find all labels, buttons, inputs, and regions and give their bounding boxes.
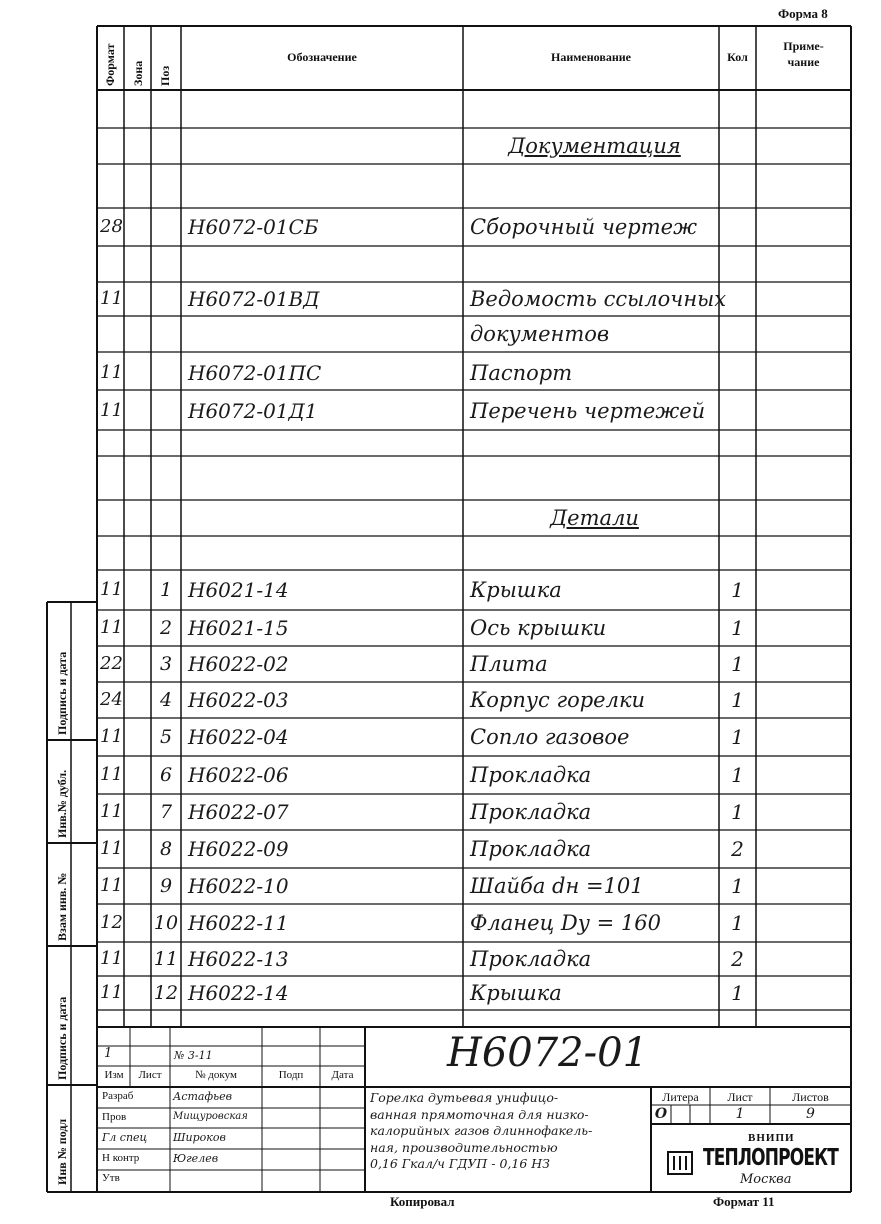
description-line-4: ная, производительностью	[370, 1139, 558, 1155]
cell-position	[151, 208, 181, 246]
side-signature-date-2: Подпись и дата	[55, 996, 69, 1080]
table-row	[0, 718, 881, 756]
cell-quantity	[719, 208, 756, 246]
table-row	[0, 976, 881, 1010]
header-format: Формат	[103, 43, 117, 86]
cell-designation	[188, 316, 463, 352]
cell-position	[151, 282, 181, 316]
cell-format: 11	[100, 726, 123, 747]
cell-position: 3	[159, 653, 173, 675]
table-row	[0, 392, 881, 430]
table-row	[0, 682, 881, 718]
cell-designation: Н6072-01СБ	[188, 215, 319, 239]
label-sheets: Листов	[792, 1090, 829, 1104]
litera-value: О	[654, 1106, 668, 1122]
cell-name: Ведомость ссылочных	[470, 287, 727, 311]
cell-quantity	[719, 282, 756, 316]
cell-name: Сборочный чертеж	[470, 215, 697, 239]
side-signature-date-1: Подпись и дата	[55, 651, 69, 735]
label-approved: Утв	[102, 1172, 120, 1184]
table-row	[0, 904, 881, 942]
cell-format: 11	[100, 288, 123, 309]
cell-name: Шайба dн =101	[470, 874, 644, 898]
sheets-value: 9	[806, 1106, 815, 1122]
cell-format: 28	[100, 216, 123, 237]
cell-position	[151, 500, 181, 536]
sheet-value: 1	[735, 1106, 745, 1122]
cell-format: 11	[100, 875, 123, 896]
cell-name: Фланец Dу = 160	[470, 911, 661, 935]
cell-name: Корпус горелки	[470, 688, 646, 712]
table-row	[0, 942, 881, 976]
cell-quantity: 2	[731, 947, 744, 971]
cell-position: 12	[153, 982, 179, 1004]
cell-quantity: 1	[731, 981, 744, 1005]
org-name: ТЕПЛОПРОЕКТ	[703, 1145, 838, 1171]
cell-quantity: 1	[731, 578, 744, 602]
cell-position: 1	[159, 579, 173, 601]
cell-position: 6	[159, 764, 173, 786]
label-checked: Пров	[102, 1111, 127, 1123]
label-chief-spec: Гл спец	[102, 1131, 148, 1144]
label-list: Лист	[138, 1069, 162, 1081]
format-label: Формат 11	[713, 1194, 775, 1209]
cell-name: Перечень чертежей	[470, 399, 706, 423]
cell-format: 11	[100, 801, 123, 822]
cell-quantity: 1	[731, 800, 744, 824]
cell-position	[151, 356, 181, 390]
cell-quantity	[719, 500, 756, 536]
cell-position	[151, 316, 181, 352]
logo-icon	[660, 1140, 700, 1186]
description-line-2: ванная прямоточная для низко-	[370, 1106, 589, 1122]
label-sheet: Лист	[727, 1090, 753, 1104]
cell-designation: Н6021-14	[188, 578, 289, 602]
cell-designation: Н6022-04	[188, 725, 289, 749]
cell-quantity: 1	[731, 688, 744, 712]
cell-name: Прокладка	[470, 763, 592, 787]
cell-name: Паспорт	[470, 361, 573, 385]
label-izm: Изм	[104, 1069, 124, 1081]
header-designation: Обозначение	[287, 50, 357, 64]
cell-quantity: 1	[731, 616, 744, 640]
cell-designation: Н6022-10	[188, 874, 289, 898]
table-row	[0, 500, 881, 536]
cell-quantity: 1	[731, 725, 744, 749]
cell-format: 11	[100, 982, 123, 1003]
cell-quantity: 1	[731, 874, 744, 898]
table-row	[0, 830, 881, 868]
cell-designation: Н6022-02	[188, 652, 289, 676]
table-row	[0, 756, 881, 794]
cell-quantity	[719, 128, 756, 164]
header-zone: Зона	[131, 60, 145, 86]
side-inv-original: Инв № подл	[55, 1118, 69, 1185]
cell-position: 2	[159, 617, 173, 639]
developer-name: Астафьев	[173, 1090, 232, 1103]
change-number: 1	[104, 1046, 113, 1061]
label-developed: Разраб	[102, 1090, 134, 1102]
cell-format	[99, 500, 124, 536]
label-date: Дата	[331, 1069, 354, 1081]
cell-format: 11	[100, 838, 123, 859]
org-name-small: ВНИПИ	[748, 1132, 795, 1144]
copied-label: Копировал	[390, 1194, 455, 1209]
table-row	[0, 356, 881, 390]
cell-quantity	[719, 392, 756, 430]
cell-position: 4	[159, 689, 173, 711]
header-quantity: Кол	[727, 50, 748, 64]
cell-quantity: 1	[731, 652, 744, 676]
cell-designation	[188, 128, 463, 164]
product-description	[370, 1090, 650, 1173]
cell-name: Документация	[508, 134, 681, 158]
table-row	[0, 208, 881, 246]
side-inv-dubl: Инв.№ дубл.	[55, 769, 69, 838]
cell-designation: Н6072-01ВД	[188, 287, 320, 311]
cell-quantity: 1	[731, 763, 744, 787]
cell-quantity: 2	[731, 837, 744, 861]
table-row	[0, 316, 881, 352]
side-replace-inv: Взам инв. №	[55, 872, 69, 941]
header-note-line1: Приме-	[783, 39, 824, 53]
header-name: Наименование	[551, 50, 631, 64]
cell-position: 10	[153, 912, 179, 934]
cell-designation: Н6072-01ПС	[188, 361, 322, 385]
cell-position: 8	[159, 838, 173, 860]
label-doc-number: № докум	[195, 1069, 237, 1081]
cell-designation: Н6022-11	[188, 911, 289, 935]
cell-quantity	[719, 356, 756, 390]
label-litera: Литера	[662, 1090, 699, 1104]
cell-format: 11	[100, 579, 123, 600]
table-row	[0, 570, 881, 610]
header-note-line2: чание	[787, 55, 820, 69]
cell-designation: Н6022-07	[188, 800, 289, 824]
norm-control-name: Югелев	[173, 1152, 219, 1165]
cell-designation: Н6021-15	[188, 616, 289, 640]
header-position: Поз	[158, 65, 172, 86]
cell-format: 11	[100, 362, 123, 383]
cell-name: Сопло газовое	[470, 725, 630, 749]
cell-format	[99, 316, 124, 352]
cell-name: Крышка	[470, 981, 562, 1005]
table-row	[0, 610, 881, 646]
cell-name: Прокладка	[470, 800, 592, 824]
cell-designation: Н6022-13	[188, 947, 289, 971]
cell-format: 12	[100, 912, 123, 933]
cell-format: 11	[100, 948, 123, 969]
table-row	[0, 646, 881, 682]
cell-name: Крышка	[470, 578, 562, 602]
description-line-3: калорийных газов длиннофакель-	[370, 1123, 593, 1138]
form-label: Форма 8	[778, 6, 828, 21]
table-row	[0, 868, 881, 904]
cell-format: 11	[100, 764, 123, 785]
label-norm-control: Н контр	[102, 1152, 140, 1164]
cell-position: 5	[159, 726, 173, 748]
cell-name: Плита	[470, 652, 548, 676]
chief-spec-name: Широков	[173, 1131, 226, 1144]
cell-name: Ось крышки	[470, 616, 607, 640]
cell-designation	[188, 500, 463, 536]
cell-name: Прокладка	[470, 947, 592, 971]
title-designation: Н6072-01	[446, 1030, 649, 1076]
change-document: № 3-11	[174, 1049, 213, 1062]
cell-format: 22	[100, 653, 123, 674]
cell-format	[99, 128, 124, 164]
cell-quantity: 1	[731, 911, 744, 935]
description-line-5: 0,16 Гкал/ч ГДУП - 0,16 НЗ	[370, 1156, 550, 1171]
table-row	[0, 128, 881, 164]
cell-position	[151, 128, 181, 164]
cell-name: Детали	[550, 506, 639, 530]
table-row	[0, 794, 881, 830]
cell-designation: Н6072-01Д1	[188, 399, 318, 423]
header-note	[756, 38, 851, 70]
cell-format: 11	[100, 617, 123, 638]
cell-name: Прокладка	[470, 837, 592, 861]
cell-designation: Н6022-03	[188, 688, 289, 712]
table-row	[0, 282, 881, 316]
cell-designation: Н6022-06	[188, 763, 289, 787]
label-signature: Подп	[278, 1069, 304, 1081]
cell-position	[151, 392, 181, 430]
description-line-1: Горелка дутьевая унифицо-	[370, 1090, 559, 1105]
cell-position: 9	[159, 875, 173, 897]
checker-name: Мищуровская	[173, 1111, 248, 1122]
cell-position: 11	[153, 948, 179, 970]
cell-format: 11	[100, 400, 123, 421]
cell-position: 7	[159, 801, 173, 823]
cell-designation: Н6022-09	[188, 837, 289, 861]
cell-name: документов	[470, 322, 610, 346]
city-name: Москва	[740, 1172, 792, 1187]
cell-designation: Н6022-14	[188, 981, 289, 1005]
cell-format: 24	[100, 689, 123, 710]
cell-quantity	[719, 316, 756, 352]
